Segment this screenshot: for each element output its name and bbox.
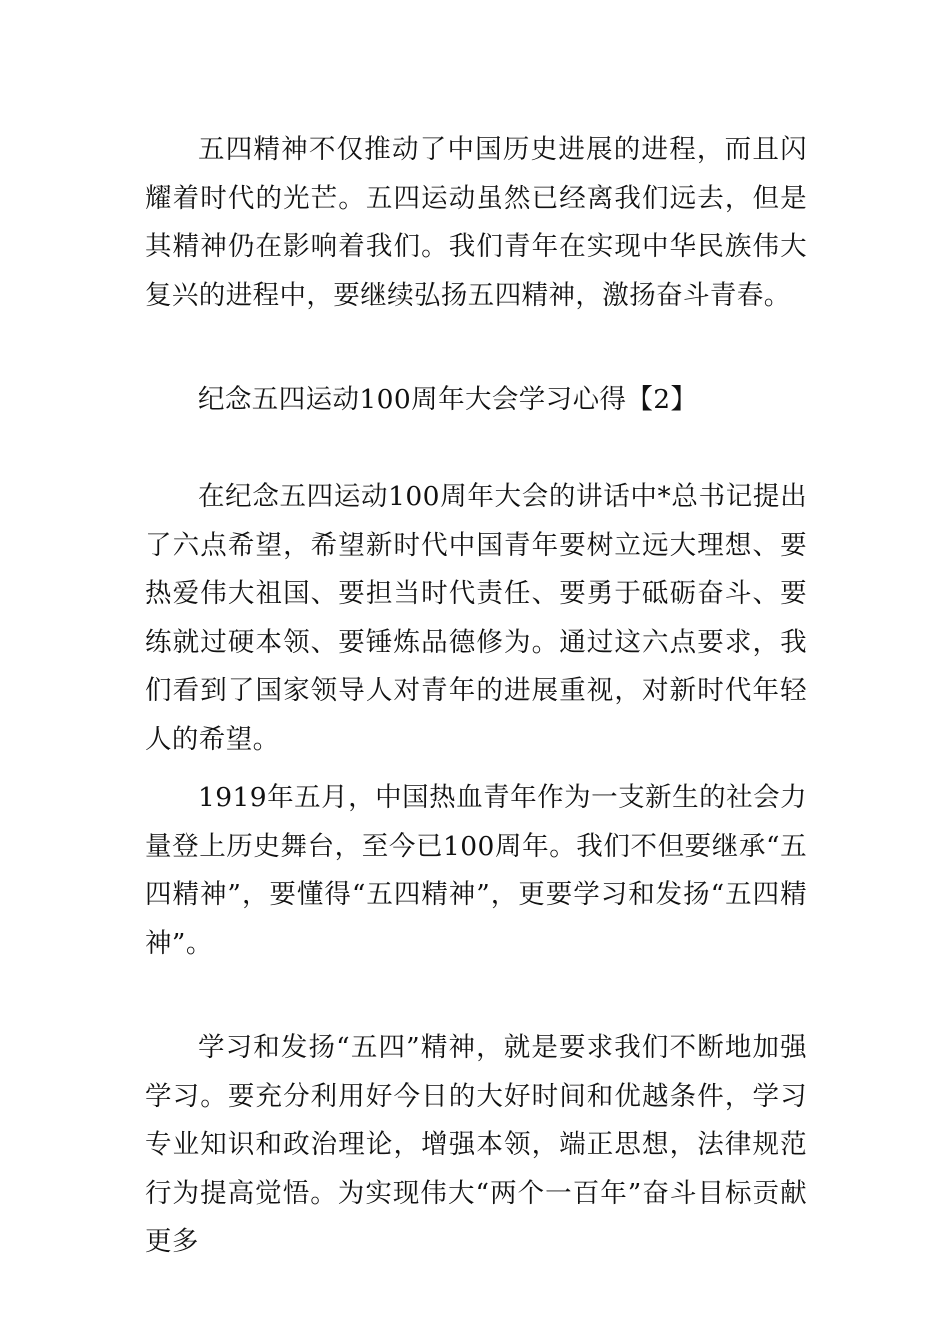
paragraph-1919: 1919年五月，中国热血青年作为一支新生的社会力量登上历史舞台，至今已100周年。我们不但要继承“五四精神”，要懂得“五四精神”，更要学习和发扬“五四精神”。 [145,782,807,959]
paragraph-six-hopes: 在纪念五四运动100周年大会的讲话中*总书记提出了六点希望，希望新时代中国青年要树立远大理想、要热爱伟大祖国、要担当时代责任、要勇于砥砺奋斗、要练就过硬本领、要锤炼品德修为。通过这六点要求，我们看到了国家领导人对青年的进展重视，对新时代年轻人的希望。 [145,481,807,755]
paragraph-study: 学习和发扬“五四”精神，就是要求我们不断地加强学习。要充分利用好今日的大好时间和优越条件，学习专业知识和政治理论，增强本领，端正思想，法律规范行为提高觉悟。为实现伟大“两个一百年”奋斗目标贡献更多 [145,1032,807,1257]
section-heading: 纪念五四运动100周年大会学习心得【2】 [198,384,698,415]
paragraph-wusi-spirit: 五四精神不仅推动了中国历史进展的进程，而且闪耀着时代的光芒。五四运动虽然已经离我们远去，但是其精神仍在影响着我们。我们青年在实现中华民族伟大复兴的进程中，要继续弘扬五四精神，激扬奋斗青春。 [145,134,807,311]
